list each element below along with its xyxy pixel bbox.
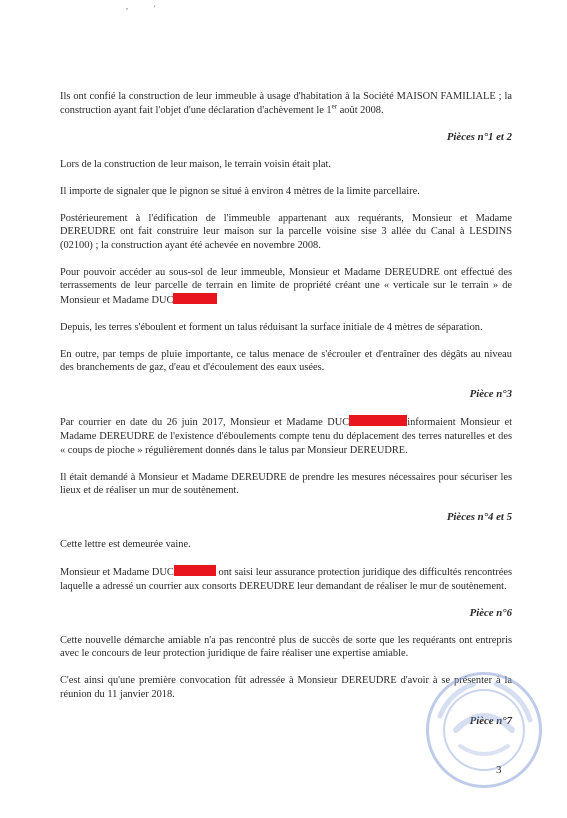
page-number: 3 [496,764,502,776]
exhibit-reference: Pièce n°6 [469,606,512,619]
exhibit-reference: Pièce n°7 [469,714,512,727]
exhibit-reference: Pièces n°4 et 5 [446,511,512,524]
document-body [60,90,512,742]
redaction-box [174,565,216,576]
exhibit-reference: Pièce n°3 [469,388,512,401]
paragraph: En outre, par temps de pluie importante, ce talus menace de s'écrouler et d'entraîner des dégâts au niveau des branchements de gaz, d'eau et d'écoulement des eaux usées. [60,348,512,374]
redaction-box [173,293,217,304]
official-stamp [426,672,542,788]
paragraph: Depuis, les terres s'éboulent et forment un talus réduisant la surface initiale de 4 mètres de séparation. [60,321,483,333]
paragraph-assurance: Monsieur et Madame DUC ont saisi leur assurance protection juridique des difficultés rencontrées laquelle a adressé un courrier aux consorts DEREUDRE leur demandant de réaliser le mur de soutènement. [60,567,512,592]
redaction-box [349,415,407,426]
exhibit-reference: Pièces n°1 et 2 [446,130,512,143]
paragraph: C'est ainsi qu'une première convocation fût adressée à Monsieur DEREUDRE d'avoir à se présenter à la réunion du 11 janvier 2018. [60,675,512,700]
paragraph: Il importe de signaler que le pignon se situé à environ 4 mètres de la limite parcellaire. [60,185,420,197]
paragraph: Cette lettre est demeurée vaine. [60,539,191,551]
stamp-ring-icon [426,672,542,788]
paragraph-courrier: Par courrier en date du 26 juin 2017, Monsieur et Madame DUC informaient Monsieur et Madame DEREUDRE de l'existence d'éboulements compte tenu du déplacement des terres naturelles et des « coups de pioche » régulièrement donnés dans le talus par Monsieur DEREUDRE. [60,417,512,456]
paragraph: Postérieurement à l'édification de l'immeuble appartenant aux requérants, Monsieur et Madame DEREUDRE ont fait construire leur maison sur la parcelle voisine sise 3 allée du Canal à LESDINS (02100) ; la construction ayant été achevée en novembre 2008. [60,212,512,251]
paragraph-terrassements: Pour pouvoir accéder au sous-sol de leur immeuble, Monsieur et Madame DEREUDRE ont effectué des terrassements de leur parcelle de terrain en limite de propriété créant une « verticale sur le terrain » de Monsieur et Madame DUC [60,266,512,306]
paragraph: Cette nouvelle démarche amiable n'a pas rencontré plus de succès de sorte que les requérants ont entrepris avec le concours de leur protection juridique de faire réaliser une expertise amiable. [60,634,512,660]
paragraph: Il était demandé à Monsieur et Madame DEREUDRE de prendre les mesures nécessaires pour sécuriser les lieux et de réaliser un mur de soutènement. [60,471,512,497]
document-page: , ' Ils ont confié la construction de leur immeuble à usage d'habitation à la Société MAISON FAMILIALE ; la construction ayant fait l'objet d'une déclaration d'achèvement le 1er août 2008. Pièces n°1 et 2 Lors de la construction de leur maison, le terrain voisin était plat. Il importe de signaler que le pignon se situé à environ 4 mètres de la limite parcellaire. Postérieurement à l'édification de l'immeuble appartenant aux requérants, Monsieur et Madame DEREUDRE ont fait construire leur maison sur la parcelle voisine sise 3 allée du Canal à LESDINS (02100) ; la construction ayant été achevée en novembre 2008. Pour pouvoir accéder au sous-sol de leur immeuble, Monsieur et Madame DEREUDRE ont effectué des terrassements de leur parcelle de terrain en limite de propriété créant une « verticale sur le terrain » de Monsieur et Madame DUC Depuis, les terres s'éboulent et forment un talus réduisant la surface initiale de 4 mètres de séparation. En outre, par temps de pluie importante, ce talus menace de s'écrouler et d'entraîner des dégâts au niveau des branchements de gaz, d'eau et d'écoulement des eaux usées. Pièce n°3 Par courrier en date du 26 juin 2017, Monsieur et Madame DUC informaient Monsieur et Madame DEREUDRE de l'existence d'éboulements compte tenu du déplacement des terres naturelles et des « coups de pioche » régulièrement donnés dans le talus par Monsieur DEREUDRE. Il était demandé à Monsieur et Madame DEREUDRE de prendre les mesures nécessaires pour sécuriser les lieux et de réaliser un mur de soutènement. Pièces n°4 et 5 Cette lettre est demeurée vaine. Monsieur et Madame DUC ont saisi leur assurance protection juridique des difficultés rencontrées laquelle a adressé un courrier aux consorts DEREUDRE leur demandant de réaliser le mur de soutènement. Pièce n°6 Cette nouvelle démarche amiable n'a pas rencontré plus de succès de sorte que les requérants ont entrepris avec le concours de leur protection juridique de faire réaliser une expertise amiable. C'est ainsi qu'une première convocation fût adressée à Monsieur DEREUDRE d'avoir à se présenter à la réunion du 11 janvier 2018. Pièce n°7 3 [0,0,567,818]
paragraph: Lors de la construction de leur maison, le terrain voisin était plat. [60,158,331,170]
paragraph-construction: Ils ont confié la construction de leur immeuble à usage d'habitation à la Société MAISON FAMILIALE ; la construction ayant fait l'objet d'une déclaration d'achèvement le 1er août 2008. [60,91,512,116]
